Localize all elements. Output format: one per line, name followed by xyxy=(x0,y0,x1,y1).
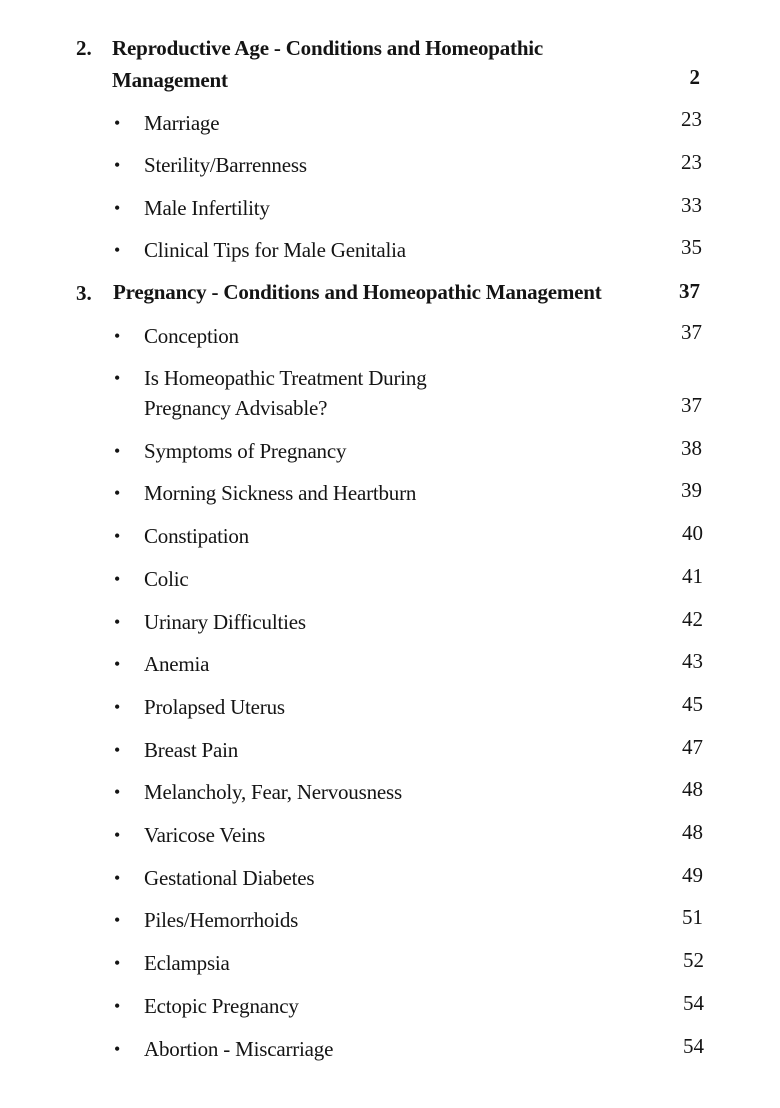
entry-page-number: 54 xyxy=(683,1034,704,1058)
entry-page-number: 39 xyxy=(681,478,702,502)
entry-page-number: 35 xyxy=(681,235,702,259)
entry-page-number: 52 xyxy=(683,948,704,972)
bullet-icon: • xyxy=(114,155,121,175)
entry-title: Breast Pain xyxy=(144,738,239,762)
entry-page-number: 23 xyxy=(681,107,702,131)
chapter-number: 3. xyxy=(76,281,92,305)
entry-page-number: 37 xyxy=(681,393,702,417)
entry-title-line2: Pregnancy Advisable? xyxy=(144,396,328,420)
entry-title: Morning Sickness and Heartburn xyxy=(144,481,417,505)
bullet-icon: • xyxy=(114,198,121,218)
entry-title: Gestational Diabetes xyxy=(144,866,315,890)
chapter-title-line1: Reproductive Age - Conditions and Homeopathic xyxy=(112,36,544,60)
chapter-number: 2. xyxy=(76,36,92,60)
bullet-icon: • xyxy=(114,825,121,845)
entry-title: Colic xyxy=(144,567,189,591)
bullet-icon: • xyxy=(114,1039,121,1059)
entry-title: Varicose Veins xyxy=(144,823,266,847)
entry-page-number: 23 xyxy=(681,150,702,174)
entry-title: Ectopic Pregnancy xyxy=(144,994,299,1018)
entry-title: Anemia xyxy=(144,652,210,676)
chapter-title-line2: Management xyxy=(112,68,228,92)
bullet-icon: • xyxy=(114,910,121,930)
entry-page-number: 40 xyxy=(682,521,703,545)
entry-page-number: 45 xyxy=(682,692,703,716)
bullet-icon: • xyxy=(114,868,121,888)
entry-title: Sterility/Barrenness xyxy=(144,153,307,177)
entry-title: Clinical Tips for Male Genitalia xyxy=(144,238,406,262)
bullet-icon: • xyxy=(114,782,121,802)
entry-page-number: 51 xyxy=(682,905,703,929)
bullet-icon: • xyxy=(114,996,121,1016)
entry-title: Marriage xyxy=(144,111,220,135)
entry-page-number: 43 xyxy=(682,649,703,673)
bullet-icon: • xyxy=(114,441,121,461)
entry-title: Eclampsia xyxy=(144,951,230,975)
bullet-icon: • xyxy=(114,368,121,388)
bullet-icon: • xyxy=(114,483,121,503)
bullet-icon: • xyxy=(114,240,121,260)
entry-page-number: 48 xyxy=(682,777,703,801)
entry-title-line1: Is Homeopathic Treatment During xyxy=(144,366,427,390)
bullet-icon: • xyxy=(114,569,121,589)
entry-page-number: 49 xyxy=(682,863,703,887)
entry-page-number: 38 xyxy=(681,436,702,460)
bullet-icon: • xyxy=(114,697,121,717)
bullet-icon: • xyxy=(114,654,121,674)
entry-title: Male Infertility xyxy=(144,196,270,220)
entry-page-number: 41 xyxy=(682,564,703,588)
chapter-page-number: 2 xyxy=(689,65,700,89)
entry-page-number: 48 xyxy=(682,820,703,844)
entry-title: Constipation xyxy=(144,524,249,548)
chapter-page-number: 37 xyxy=(679,279,700,303)
entry-title: Piles/Hemorrhoids xyxy=(144,908,299,932)
bullet-icon: • xyxy=(114,953,121,973)
bullet-icon: • xyxy=(114,526,121,546)
bullet-icon: • xyxy=(114,113,121,133)
entry-title: Melancholy, Fear, Nervousness xyxy=(144,780,402,804)
chapter-title: Pregnancy - Conditions and Homeopathic Management xyxy=(113,280,602,304)
entry-title: Symptoms of Pregnancy xyxy=(144,439,347,463)
entry-title: Urinary Difficulties xyxy=(144,610,306,634)
entry-title: Abortion - Miscarriage xyxy=(144,1037,334,1061)
entry-page-number: 54 xyxy=(683,991,704,1015)
entry-page-number: 37 xyxy=(681,320,702,344)
entry-title: Prolapsed Uterus xyxy=(144,695,285,719)
entry-page-number: 33 xyxy=(681,193,702,217)
bullet-icon: • xyxy=(114,612,121,632)
entry-title: Conception xyxy=(144,324,239,348)
entry-page-number: 47 xyxy=(682,735,703,759)
bullet-icon: • xyxy=(114,326,121,346)
entry-page-number: 42 xyxy=(682,607,703,631)
bullet-icon: • xyxy=(114,740,121,760)
